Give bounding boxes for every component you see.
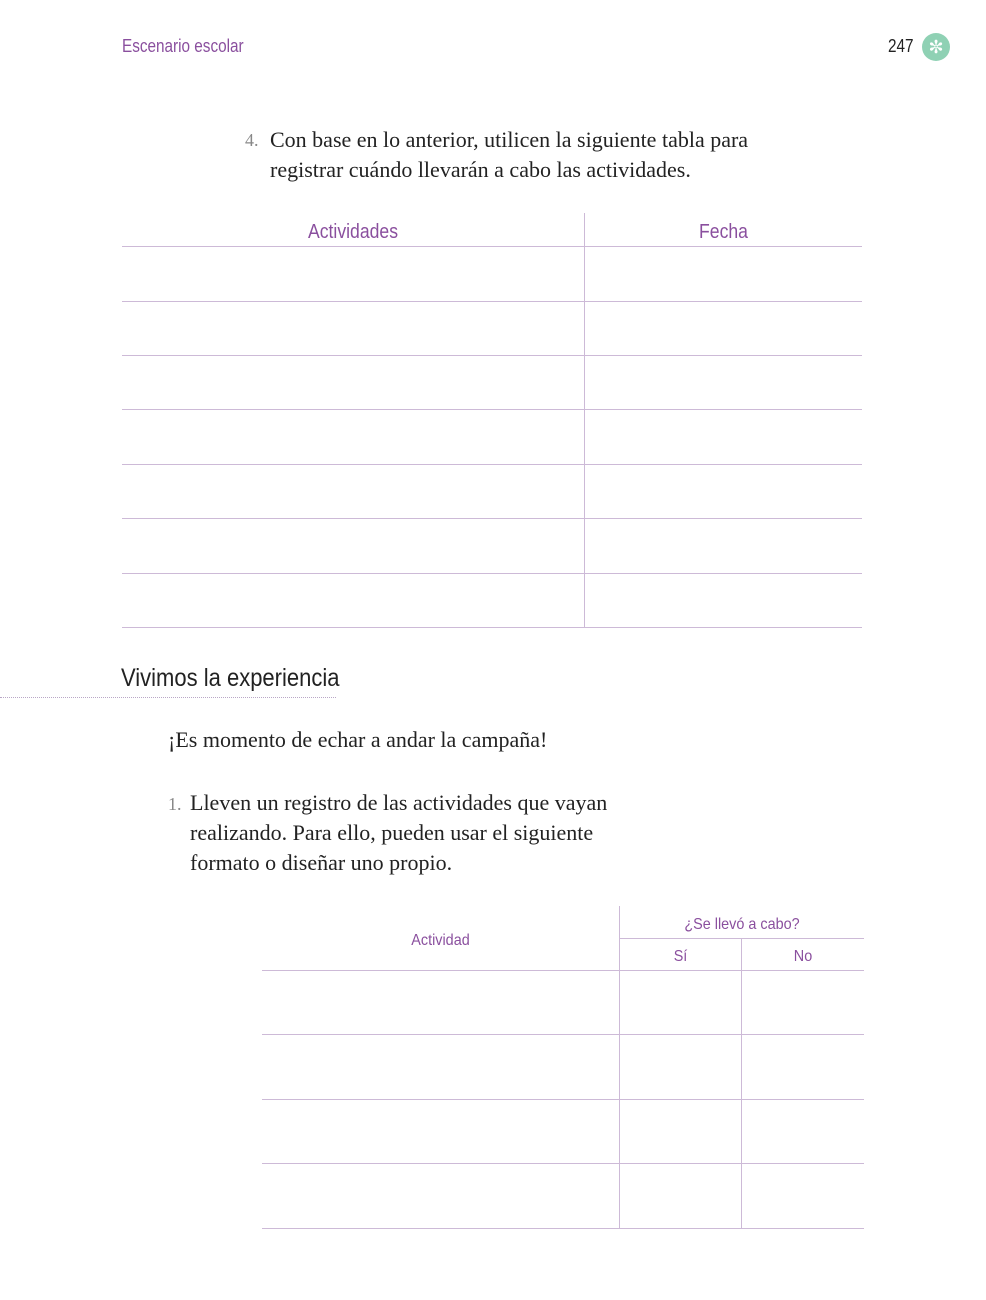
table-row[interactable] <box>122 518 862 519</box>
section-heading: Vivimos la experiencia <box>121 664 340 692</box>
table-row[interactable] <box>262 1034 864 1035</box>
table-column-divider <box>619 906 620 1229</box>
table-row[interactable] <box>122 627 862 628</box>
table-row[interactable] <box>122 301 862 302</box>
question-text: Con base en lo anterior, utilicen la siguiente tabla para registrar cuándo llevarán a cabo las actividades. <box>270 127 749 182</box>
question-text: Lleven un registro de las actividades que vayan realizando. Para ello, pueden usar el siguiente formato o diseñar uno propio. <box>190 790 608 875</box>
table-header-rule <box>262 970 864 971</box>
table-row[interactable] <box>122 409 862 410</box>
intro-text: ¡Es momento de echar a andar la campaña! <box>168 727 548 752</box>
asterisk-flower-icon: ✼ <box>922 33 950 61</box>
table-column-divider <box>741 939 742 1229</box>
table-row[interactable] <box>122 573 862 574</box>
page-number: 247 <box>888 36 914 56</box>
table-row[interactable] <box>262 1163 864 1164</box>
table-row[interactable] <box>262 1228 864 1229</box>
column-header-yes: Sí <box>673 948 688 965</box>
column-header-no: No <box>793 948 813 965</box>
section-label: Escenario escolar <box>122 36 244 56</box>
column-header-date: Fecha <box>699 221 748 243</box>
table-row[interactable] <box>122 355 862 356</box>
table-group-rule <box>620 938 864 939</box>
question-number: 1. <box>168 794 182 814</box>
column-header-activities: Actividades <box>307 221 399 243</box>
table-row[interactable] <box>122 464 862 465</box>
activity-tracking-table <box>262 906 864 1229</box>
heading-underline <box>0 697 336 698</box>
table-row[interactable] <box>262 1099 864 1100</box>
column-header-activity: Actividad <box>411 932 470 949</box>
activities-date-table <box>122 213 862 628</box>
question-number: 4. <box>245 130 259 150</box>
table-header-rule <box>122 246 862 247</box>
table-column-divider <box>584 213 585 628</box>
column-header-completed: ¿Se llevó a cabo? <box>684 916 800 933</box>
